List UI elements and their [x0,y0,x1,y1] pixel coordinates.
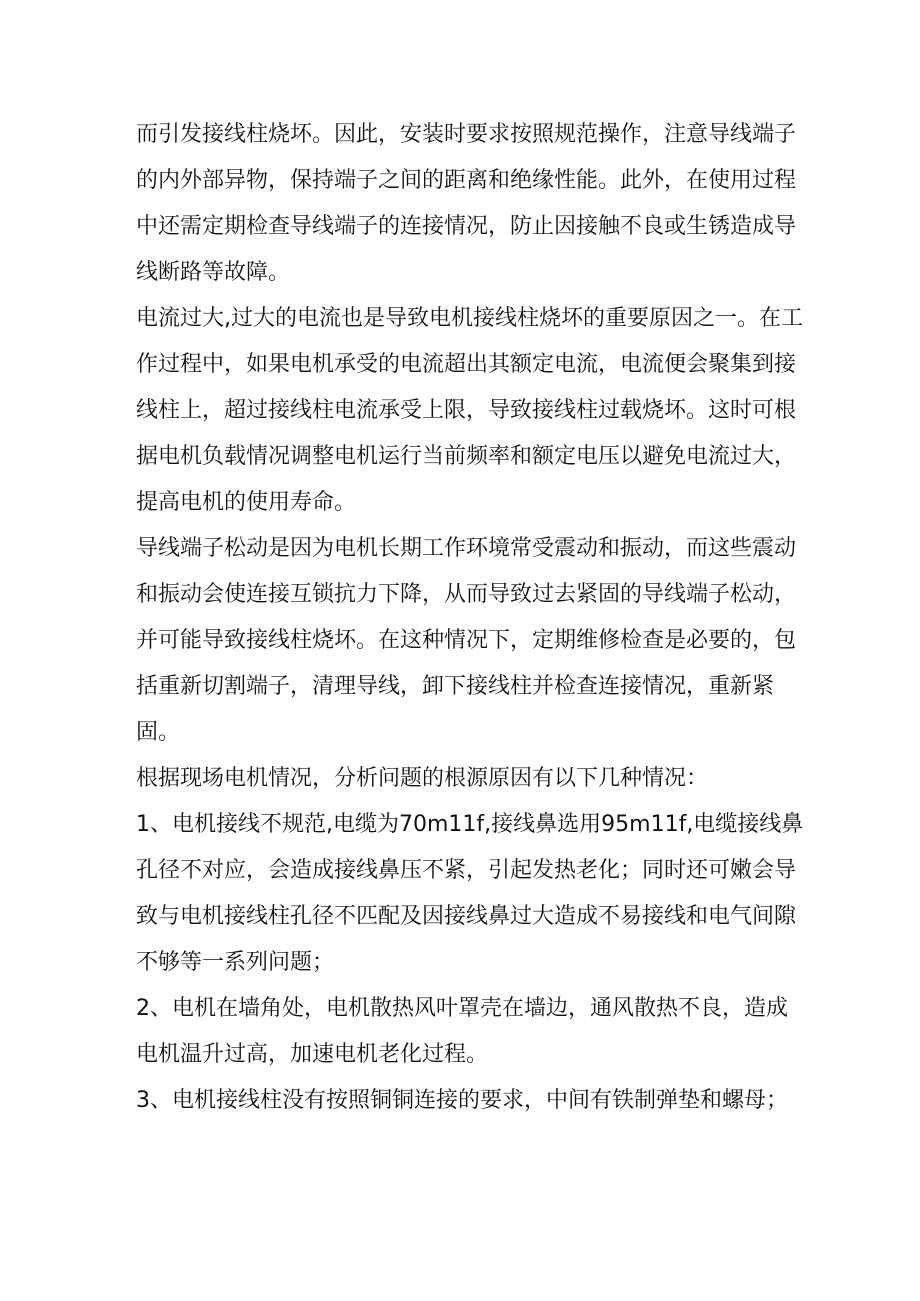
text-line: 固。 [136,720,181,745]
text-line: 线柱上，超过接线柱电流承受上限，导致接线柱过载烧坏。这时可根 [136,398,797,423]
paragraph-root-cause-intro [136,756,796,802]
text-line: 电机温升过高，加速电机老化过程。 [136,1042,489,1067]
list-item-2 [136,986,796,1078]
text-line: 孔径不对应，会造成接线鼻压不紧，引起发热老化；同时还可嫩会导 [136,858,797,883]
paragraph-loose-terminals [136,526,796,756]
text-line: 而引发接线柱烧坏。因此，安装时要求按照规范操作，注意导线端子 [136,122,797,147]
text-line: 括重新切割端子，清理导线，卸下接线柱并检查连接情况，重新紧 [136,674,775,699]
text-line: 线断路等故障。 [136,260,291,285]
list-item-1 [136,802,804,986]
text-line: 根据现场电机情况，分析问题的根源原因有以下几种情况： [136,766,709,791]
text-line: 提高电机的使用寿命。 [136,490,357,515]
list-item-3 [136,1078,796,1124]
text-line: 中还需定期检查导线端子的连接情况，防止因接触不良或生锈造成导 [136,214,797,239]
text-line: 3、电机接线柱没有按照铜铜连接的要求，中间有铁制弹垫和螺母； [136,1088,788,1113]
text-line: 导线端子松动是因为电机长期工作环境常受震动和振动，而这些震动 [136,536,797,561]
text-line: 和振动会使连接互锁抗力下降，从而导致过去紧固的导线端子松动， [136,582,797,607]
text-line: 2、电机在墙角处，电机散热风叶罩壳在墙边，通风散热不良，造成 [136,996,788,1021]
text-line: 电流过大,过大的电流也是导致电机接线柱烧坏的重要原因之一。在工 [136,306,803,331]
document-body [136,112,804,1124]
paragraph-overcurrent [136,296,803,526]
text-line: 致与电机接线柱孔径不匹配及因接线鼻过大造成不易接线和电气间隙 [136,904,797,929]
text-line: 作过程中，如果电机承受的电流超出其额定电流，电流便会聚集到接 [136,352,797,377]
paragraph-terminal-installation [136,112,796,296]
text-line: 的内外部异物，保持端子之间的距离和绝缘性能。此外，在使用过程 [136,168,797,193]
text-line: 据电机负载情况调整电机运行当前频率和额定电压以避免电流过大， [136,444,797,469]
text-line: 不够等一系列问题； [136,950,335,975]
text-line: 并可能导致接线柱烧坏。在这种情况下，定期维修检查是必要的，包 [136,628,797,653]
text-line: 1、电机接线不规范,电缆为70m11f,接线鼻选用95m11f,电缆接线鼻 [136,812,804,837]
